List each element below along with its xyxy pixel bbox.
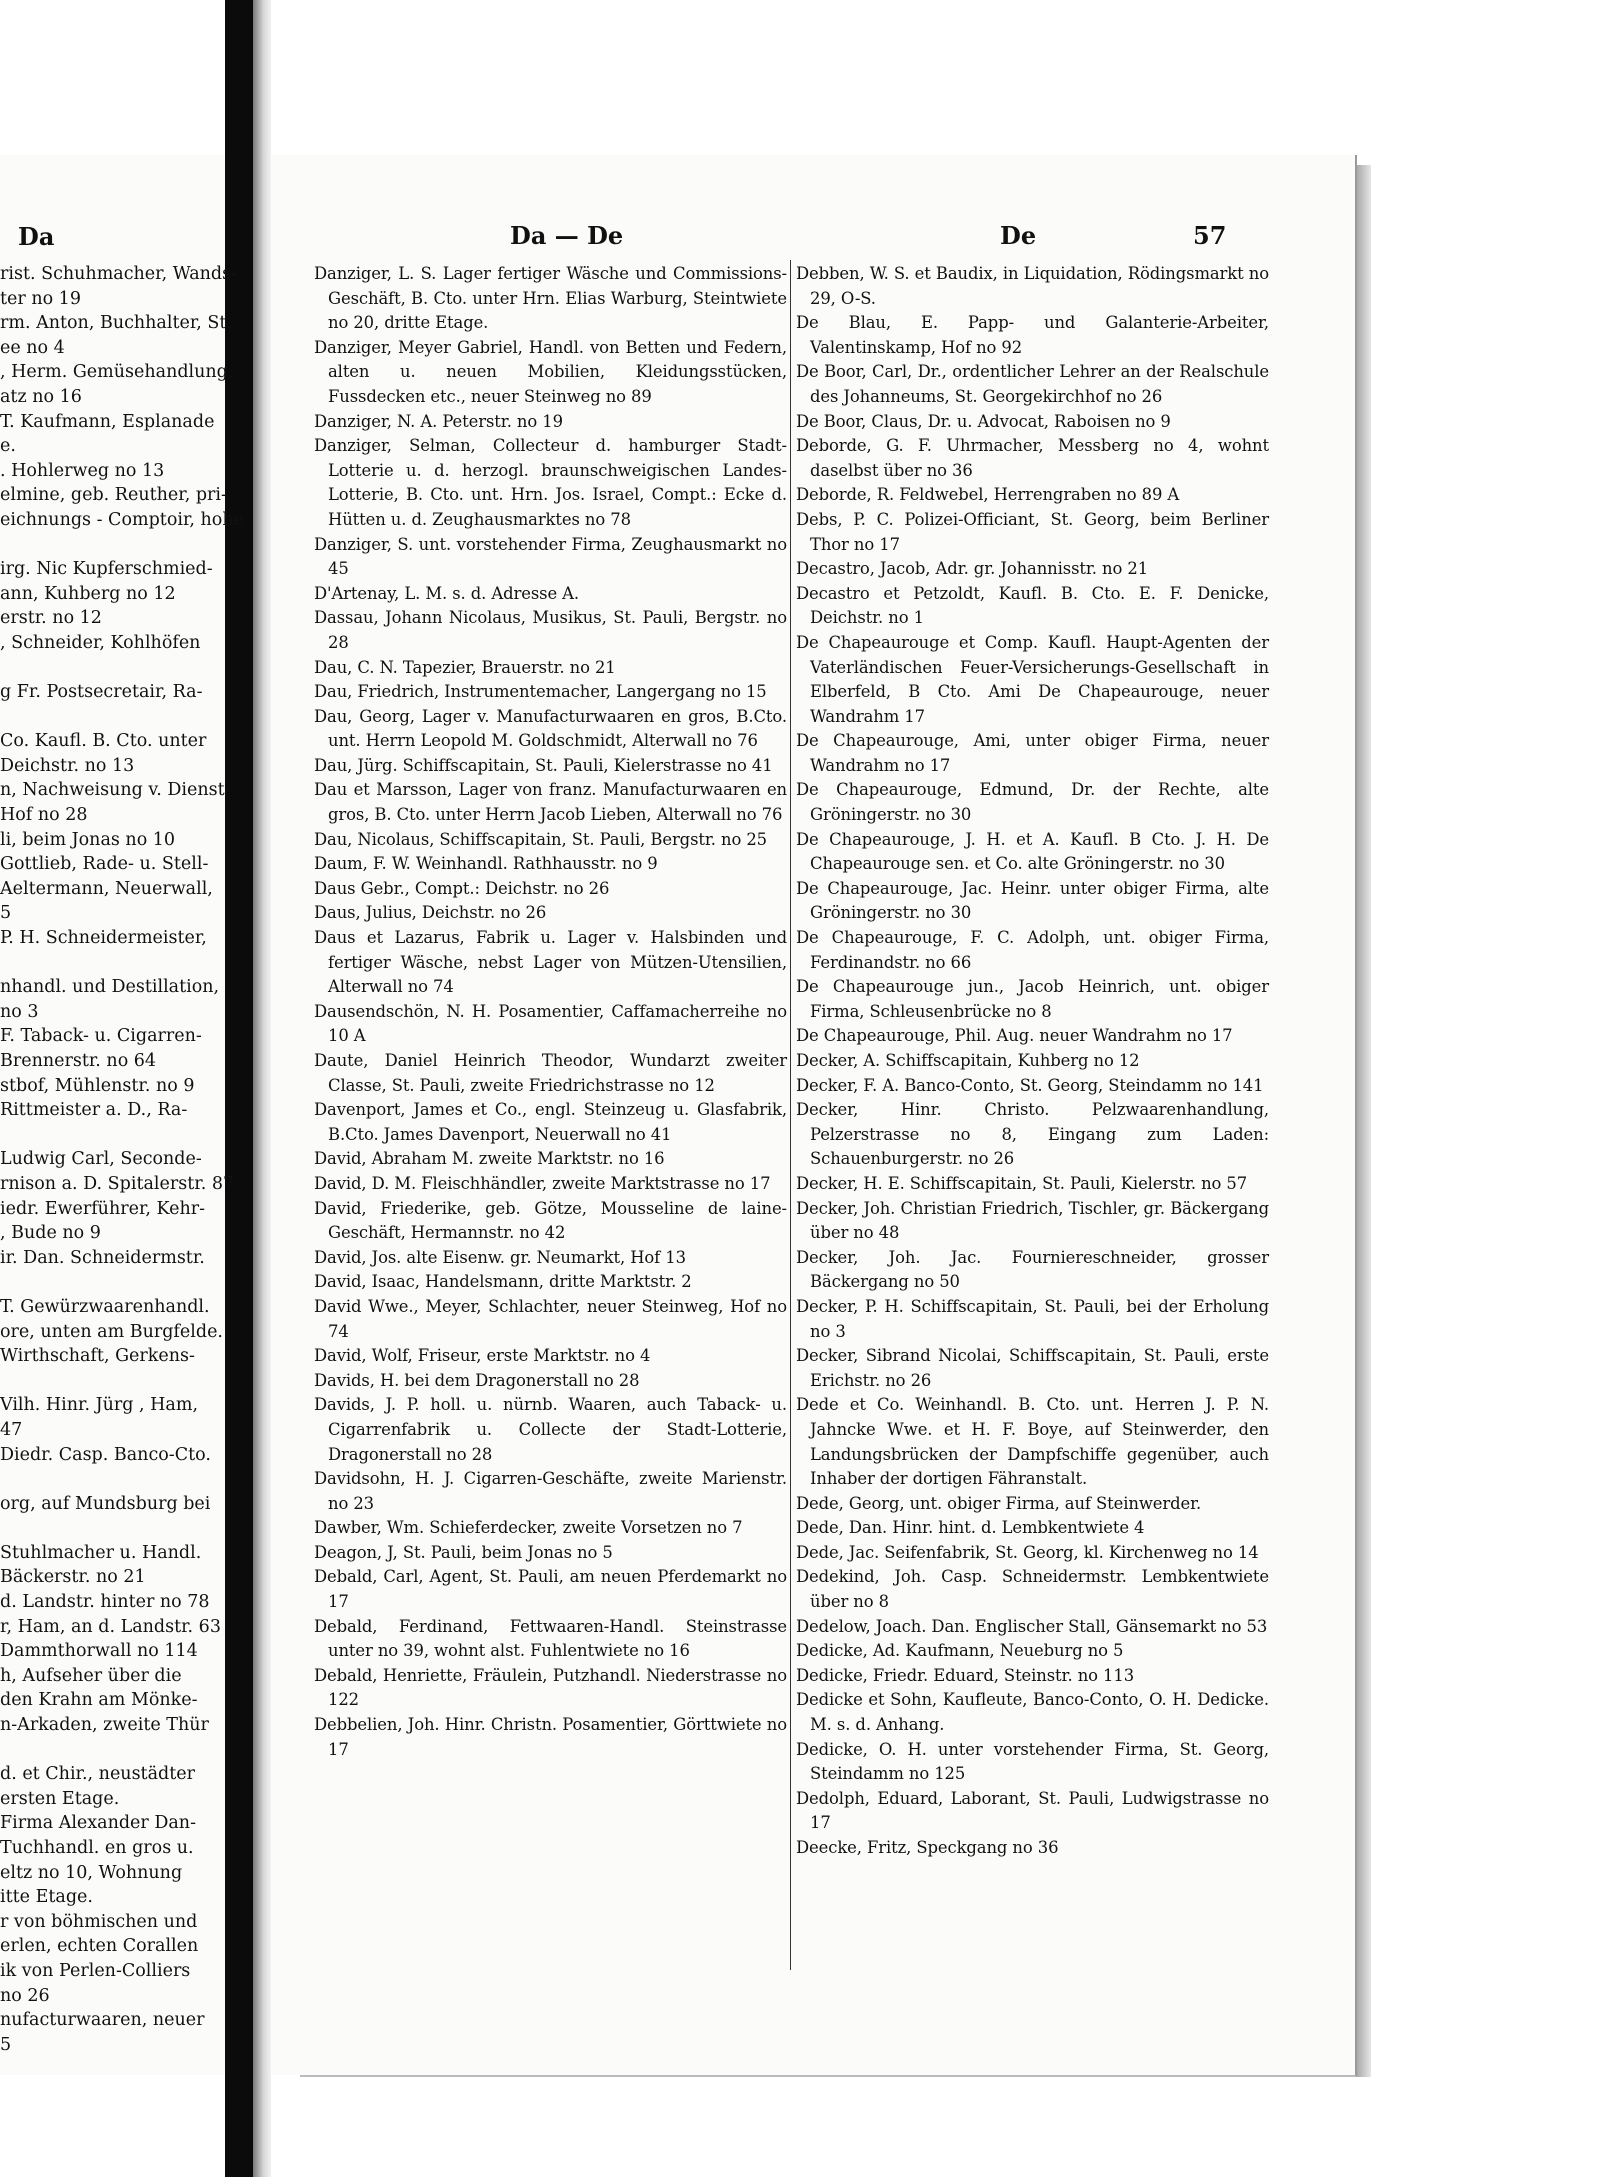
- directory-entry: Davids, H. bei dem Dragonerstall no 28: [314, 1370, 640, 1390]
- directory-entry: Dedicke, O. H. unter vorstehender Firma, St. Georg, Steindamm no 125: [796, 1739, 1269, 1784]
- left-page-line: rnison a. D. Spitalerstr. 87: [0, 1173, 235, 1194]
- directory-entry: Decastro et Petzoldt, Kaufl. B. Cto. E. F. Denicke, Deichstr. no 1: [796, 583, 1269, 628]
- left-page-line: Firma Alexander Dan-: [0, 1813, 196, 1834]
- directory-entry: Decker, F. A. Banco-Conto, St. Georg, Steindamm no 141: [796, 1075, 1264, 1095]
- left-page-line: [0, 1738, 248, 1763]
- directory-entry: Dede, Jac. Seifenfabrik, St. Georg, kl. Kirchenweg no 14: [796, 1542, 1259, 1562]
- left-page-line: Co. Kaufl. B. Cto. unter: [0, 731, 207, 752]
- left-page-line: Diedr. Casp. Banco-Cto.: [0, 1444, 211, 1465]
- directory-entry: Deborde, R. Feldwebel, Herrengraben no 89 A: [796, 485, 1180, 505]
- left-page-line: e.: [0, 436, 16, 457]
- directory-entry: Dau, Jürg. Schiffscapitain, St. Pauli, Kielerstrasse no 41: [314, 755, 773, 775]
- left-page-line: [0, 656, 248, 681]
- left-page-line: , Schneider, Kohlhöfen: [0, 632, 201, 653]
- directory-entry: Daus et Lazarus, Fabrik u. Lager v. Halsbinden und fertiger Wäsche, nebst Lager von Mützen-Utensilien, Alterwall no 74: [314, 928, 787, 997]
- left-page-line: [0, 1516, 248, 1541]
- directory-entry: Decker, H. E. Schiffscapitain, St. Pauli, Kielerstr. no 57: [796, 1173, 1248, 1193]
- left-page-line: erlen, echten Corallen: [0, 1936, 199, 1957]
- directory-entry: Dau, Friedrich, Instrumentemacher, Langergang no 15: [314, 682, 767, 702]
- directory-entry: Danziger, Meyer Gabriel, Handl. von Betten und Federn, alten u. neuen Mobilien, Kleidungsstücken, Fussdecken etc., neuer Steinweg no 89: [314, 337, 787, 406]
- left-page-line: P. H. Schneidermeister,: [0, 928, 207, 949]
- left-page-line: [0, 1467, 248, 1492]
- directory-entry: Daum, F. W. Weinhandl. Rathhausstr. no 9: [314, 854, 658, 874]
- left-page-line: , Herm. Gemüsehandlung,: [0, 362, 234, 383]
- left-page-line: Brennerstr. no 64: [0, 1051, 157, 1071]
- directory-entry: Dede et Co. Weinhandl. B. Cto. unt. Herren J. P. N. Jahncke Wwe. et H. F. Boye, auf Steinwerder, den Landungsbrücken der Dampfschiffe gegenüber, auch Inhaber der dortigen Fähranstalt.: [796, 1395, 1269, 1489]
- directory-entry: David, Abraham M. zweite Marktstr. no 16: [314, 1149, 665, 1169]
- left-page-line: iedr. Ewerführer, Kehr-: [0, 1198, 206, 1219]
- left-page-line: Vilh. Hinr. Jürg , Ham,: [0, 1395, 199, 1416]
- left-page-line: Bäckerstr. no 21: [0, 1567, 146, 1588]
- left-page-line: Wirthschaft, Gerkens-: [0, 1346, 195, 1367]
- left-page-line: h, Aufseher über die: [0, 1665, 182, 1686]
- directory-entry: David, Friederike, geb. Götze, Mousseline de laine-Geschäft, Hermannstr. no 42: [314, 1198, 787, 1243]
- running-header-right: De: [1000, 221, 1037, 250]
- left-page-line: n-Arkaden, zweite Thür: [0, 1715, 209, 1736]
- left-page-line: ik von Perlen-Colliers: [0, 1960, 191, 1981]
- directory-entry: Decker, Sibrand Nicolai, Schiffscapitain, St. Pauli, erste Erichstr. no 26: [796, 1346, 1269, 1390]
- left-page-lines: [0, 262, 248, 2057]
- directory-entry: De Chapeaurouge, Ami, unter obiger Firma, neuer Wandrahm no 17: [796, 731, 1269, 775]
- directory-entry: Daus Gebr., Compt.: Deichstr. no 26: [314, 878, 610, 898]
- left-page-line: [0, 951, 248, 976]
- left-page-line: 5: [0, 2034, 12, 2055]
- directory-entry: Daute, Daniel Heinrich Theodor, Wundarzt zweiter Classe, St. Pauli, zweite Friedrichstrasse no 12: [314, 1051, 787, 1095]
- left-page-line: Deichstr. no 13: [0, 755, 135, 776]
- left-page-line: nhandl. und Destillation,: [0, 977, 220, 998]
- directory-entry: Davenport, James et Co., engl. Steinzeug u. Glasfabrik, B.Cto. James Davenport, Neuerwall no 41: [314, 1100, 787, 1144]
- directory-entry: Decker, Hinr. Christo. Pelzwaarenhandlung, Pelzerstrasse no 8, Eingang zum Laden: Schauenburgerstr. no 26: [796, 1100, 1269, 1169]
- left-page-line: no 26: [0, 1985, 50, 2006]
- left-page-line: [0, 1369, 248, 1394]
- left-page-line: Hof no 28: [0, 805, 88, 826]
- left-page-line: no 3: [0, 1001, 39, 1022]
- directory-entry: De Boor, Carl, Dr., ordentlicher Lehrer an der Realschule des Johanneums, St. Georgekirchhof no 26: [796, 362, 1269, 406]
- directory-entry: Dedicke et Sohn, Kaufleute, Banco-Conto, O. H. Dedicke. M. s. d. Anhang.: [796, 1690, 1269, 1735]
- directory-entry: De Blau, E. Papp- und Galanterie-Arbeiter, Valentinskamp, Hof no 92: [796, 313, 1269, 357]
- directory-entry: Dede, Georg, unt. obiger Firma, auf Steinwerder.: [796, 1493, 1202, 1513]
- left-page-line: eichnungs - Comptoir, hohe: [0, 509, 244, 530]
- left-page-line: 47: [0, 1419, 23, 1440]
- directory-entry: Debald, Henriette, Fräulein, Putzhandl. Niederstrasse no 122: [314, 1665, 787, 1710]
- left-page-line: ore, unten am Burgfelde.: [0, 1321, 223, 1342]
- left-page-line: li, beim Jonas no 10: [0, 829, 176, 850]
- left-page-line: Stuhlmacher u. Handl.: [0, 1542, 202, 1563]
- left-page-line: r von böhmischen und: [0, 1911, 198, 1932]
- directory-entry: Davids, J. P. holl. u. nürnb. Waaren, auch Taback- u. Cigarrenfabrik u. Collecte der Stadt-Lotterie, Dragonerstall no 28: [314, 1395, 787, 1464]
- left-page-line: rist. Schuhmacher, Wands-: [0, 264, 237, 284]
- directory-entry: Dau, Georg, Lager v. Manufacturwaaren en gros, B.Cto. unt. Herrn Leopold M. Goldschmidt, Alterwall no 76: [314, 706, 787, 751]
- left-page-line: nufacturwaaren, neuer: [0, 2010, 205, 2031]
- left-page-column: [0, 215, 248, 2055]
- left-page-header: Da: [18, 222, 55, 251]
- directory-column-2: [796, 262, 1269, 1861]
- directory-entry: Decker, P. H. Schiffscapitain, St. Pauli, bei der Erholung no 3: [796, 1296, 1269, 1341]
- directory-entry: Debald, Ferdinand, Fettwaaren-Handl. Steinstrasse unter no 39, wohnt alst. Fuhlentwiete no 16: [314, 1616, 787, 1661]
- left-page-line: d. et Chir., neustädter: [0, 1764, 195, 1785]
- directory-entry: Danziger, N. A. Peterstr. no 19: [314, 411, 563, 431]
- left-page-line: [0, 1123, 248, 1148]
- directory-entry: Dawber, Wm. Schieferdecker, zweite Vorsetzen no 7: [314, 1518, 743, 1538]
- spine-shadow: [253, 0, 271, 2177]
- directory-entry: Debald, Carl, Agent, St. Pauli, am neuen Pferdemarkt no 17: [314, 1567, 787, 1612]
- directory-entry: David, Isaac, Handelsmann, dritte Marktstr. 2: [314, 1272, 692, 1292]
- directory-entry: De Chapeaurouge jun., Jacob Heinrich, unt. obiger Firma, Schleusenbrücke no 8: [796, 977, 1269, 1021]
- left-page-line: T. Kaufmann, Esplanade: [0, 411, 215, 432]
- directory-entry: David, Jos. alte Eisenw. gr. Neumarkt, Hof 13: [314, 1247, 686, 1267]
- directory-entry: Dede, Dan. Hinr. hint. d. Lembkentwiete 4: [796, 1518, 1145, 1538]
- left-page-line: F. Taback- u. Cigarren-: [0, 1026, 202, 1047]
- directory-entry: Decker, Joh. Jac. Fourniereschneider, grosser Bäckergang no 50: [796, 1247, 1269, 1292]
- directory-entry: David Wwe., Meyer, Schlachter, neuer Steinweg, Hof no 74: [314, 1296, 787, 1341]
- directory-entry: Debben, W. S. et Baudix, in Liquidation, Rödingsmarkt no 29, O-S.: [796, 264, 1269, 308]
- left-page-line: eltz no 10, Wohnung: [0, 1862, 183, 1883]
- running-header-left: Da — De: [510, 221, 624, 250]
- directory-entry: Dedekind, Joh. Casp. Schneidermstr. Lembkentwiete über no 8: [796, 1567, 1269, 1612]
- left-page-line: irg. Nic Kupferschmied-: [0, 559, 213, 580]
- left-page-line: Ludwig Carl, Seconde-: [0, 1149, 202, 1170]
- directory-entry: David, D. M. Fleischhändler, zweite Marktstrasse no 17: [314, 1173, 771, 1193]
- left-page-line: [0, 1270, 248, 1295]
- directory-entry: Dassau, Johann Nicolaus, Musikus, St. Pauli, Bergstr. no 28: [314, 608, 787, 652]
- left-page-line: g Fr. Postsecretair, Ra-: [0, 682, 203, 703]
- left-page-line: ee no 4: [0, 337, 65, 358]
- left-page-line: erstr. no 12: [0, 608, 102, 629]
- directory-entry: Dedolph, Eduard, Laborant, St. Pauli, Ludwigstrasse no 17: [796, 1788, 1269, 1833]
- left-page-line: rm. Anton, Buchhalter, St.: [0, 313, 233, 334]
- directory-column-1: [314, 262, 787, 1762]
- page-number: 57: [1193, 221, 1227, 250]
- left-page-line: Rittmeister a. D., Ra-: [0, 1100, 188, 1121]
- directory-entry: Danziger, L. S. Lager fertiger Wäsche und Commissions-Geschäft, B. Cto. unter Hrn. Elias Warburg, Steintwiete no 20, dritte Etage.: [314, 264, 787, 333]
- left-page-line: n, Nachweisung v. Dienst-: [0, 780, 231, 801]
- left-page-line: org, auf Mundsburg bei: [0, 1493, 211, 1514]
- directory-entry: De Chapeaurouge, Jac. Heinr. unter obiger Firma, alte Gröningerstr. no 30: [796, 878, 1269, 923]
- left-page-line: [0, 533, 248, 558]
- left-page-line: 5: [0, 903, 12, 924]
- left-page-line: d. Landstr. hinter no 78: [0, 1592, 210, 1613]
- directory-entry: Decastro, Jacob, Adr. gr. Johannisstr. no 21: [796, 559, 1149, 579]
- left-page-line: ersten Etage.: [0, 1788, 120, 1809]
- left-page-line: Dammthorwall no 114: [0, 1641, 198, 1662]
- directory-entry: De Chapeaurouge, J. H. et A. Kaufl. B Cto. J. H. De Chapeaurouge sen. et Co. alte Gröningerstr. no 30: [796, 829, 1269, 874]
- directory-entry: Dau, C. N. Tapezier, Brauerstr. no 21: [314, 657, 616, 677]
- left-page-line: T. Gewürzwaarenhandl.: [0, 1296, 210, 1317]
- directory-entry: Dedicke, Friedr. Eduard, Steinstr. no 113: [796, 1665, 1135, 1685]
- directory-entry: Deecke, Fritz, Speckgang no 36: [796, 1838, 1059, 1857]
- directory-entry: Deborde, G. F. Uhrmacher, Messberg no 4, wohnt daselbst über no 36: [796, 436, 1269, 480]
- directory-entry: Debs, P. C. Polizei-Officiant, St. Georg, beim Berliner Thor no 17: [796, 509, 1269, 554]
- left-page-line: den Krahn am Mönke-: [0, 1690, 198, 1711]
- left-page-line: r, Ham, an d. Landstr. 63: [0, 1616, 221, 1637]
- directory-entry: De Chapeaurouge, Edmund, Dr. der Rechte, alte Gröningerstr. no 30: [796, 780, 1269, 825]
- left-page-line: stbof, Mühlenstr. no 9: [0, 1075, 195, 1096]
- left-page-line: [0, 705, 248, 730]
- left-page-line: ir. Dan. Schneidermstr.: [0, 1247, 205, 1268]
- left-page-line: itte Etage.: [0, 1887, 93, 1908]
- directory-entry: De Boor, Claus, Dr. u. Advocat, Raboisen no 9: [796, 411, 1171, 431]
- left-page-line: elmine, geb. Reuther, pri-: [0, 485, 227, 506]
- left-page-line: atz no 16: [0, 386, 82, 407]
- directory-entry: Debbelien, Joh. Hinr. Christn. Posamentier, Görttwiete no 17: [314, 1715, 787, 1759]
- directory-entry: Dau, Nicolaus, Schiffscapitain, St. Pauli, Bergstr. no 25: [314, 829, 768, 849]
- left-page-line: . Hohlerweg no 13: [0, 460, 165, 481]
- column-divider: [790, 260, 791, 1970]
- directory-entry: Dedicke, Ad. Kaufmann, Neueburg no 5: [796, 1641, 1124, 1661]
- page-edge-shadow: [1357, 165, 1371, 2077]
- directory-entry: Decker, Joh. Christian Friedrich, Tischler, gr. Bäckergang über no 48: [796, 1198, 1269, 1243]
- directory-entry: David, Wolf, Friseur, erste Marktstr. no 4: [314, 1346, 651, 1366]
- directory-entry: De Chapeaurouge, F. C. Adolph, unt. obiger Firma, Ferdinandstr. no 66: [796, 928, 1269, 972]
- directory-entry: Danziger, S. unt. vorstehender Firma, Zeughausmarkt no 45: [314, 534, 787, 579]
- left-page-line: ann, Kuhberg no 12: [0, 583, 176, 604]
- left-page-line: Gottlieb, Rade- u. Stell-: [0, 854, 209, 875]
- directory-entry: Dau et Marsson, Lager von franz. Manufacturwaaren en gros, B. Cto. unter Herrn Jacob Lieben, Alterwall no 76: [314, 780, 787, 825]
- directory-entry: Daus, Julius, Deichstr. no 26: [314, 903, 547, 923]
- directory-entry: De Chapeaurouge, Phil. Aug. neuer Wandrahm no 17: [796, 1026, 1233, 1046]
- directory-entry: D'Artenay, L. M. s. d. Adresse A.: [314, 583, 580, 603]
- left-page-line: , Bude no 9: [0, 1223, 101, 1244]
- directory-entry: Dedelow, Joach. Dan. Englischer Stall, Gänsemarkt no 53: [796, 1616, 1268, 1636]
- directory-entry: Deagon, J, St. Pauli, beim Jonas no 5: [314, 1542, 613, 1562]
- left-page-line: ter no 19: [0, 288, 81, 309]
- directory-entry: Davidsohn, H. J. Cigarren-Geschäfte, zweite Marienstr. no 23: [314, 1469, 787, 1513]
- directory-entry: Danziger, Selman, Collecteur d. hamburger Stadt-Lotterie u. d. herzogl. braunschweigischen Landes-Lotterie, B. Cto. unt. Hrn. Jos. Israel, Compt.: Ecke d. Hütten u. d. Zeughausmarktes no 78: [314, 436, 787, 529]
- directory-entry: Decker, A. Schiffscapitain, Kuhberg no 12: [796, 1051, 1140, 1070]
- left-page-line: Aeltermann, Neuerwall,: [0, 878, 213, 899]
- directory-entry: Dausendschön, N. H. Posamentier, Caffamacherreihe no 10 A: [314, 1001, 787, 1046]
- left-page-line: Tuchhandl. en gros u.: [0, 1838, 194, 1858]
- directory-entry: De Chapeaurouge et Comp. Kaufl. Haupt-Agenten der Vaterländischen Feuer-Versicherungs-Gesellschaft in Elberfeld, B Cto. Ami De Chapeaurouge, neuer Wandrahm 17: [796, 632, 1269, 726]
